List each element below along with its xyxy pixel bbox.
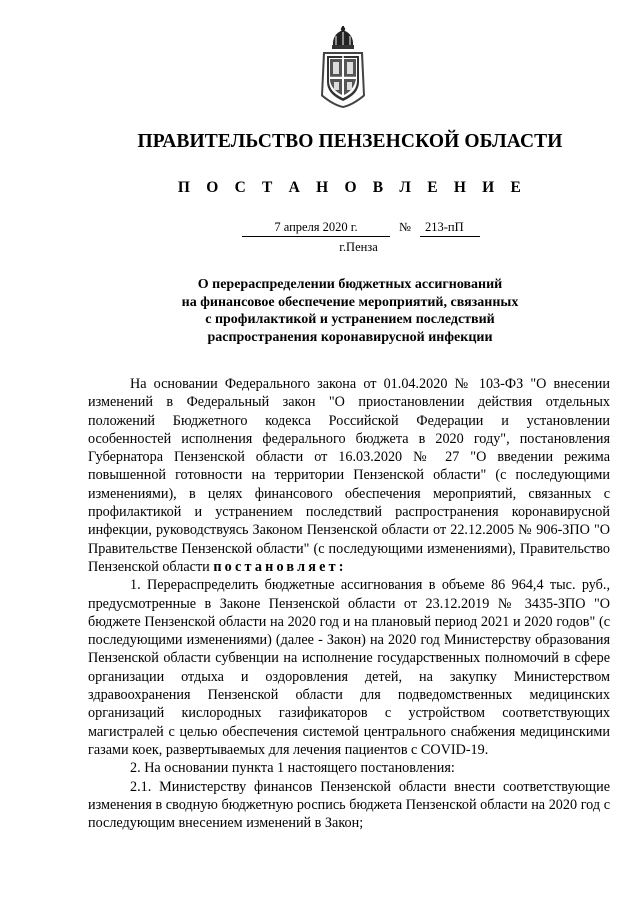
document-body — [88, 375, 610, 832]
intro-paragraph — [88, 375, 610, 576]
paragraph-2: 2. На основании пункта 1 настоящего постановления: — [130, 760, 455, 777]
document-number: 213-пП — [420, 220, 480, 237]
document-type: П О С Т А Н О В Л Е Н И Е — [177, 179, 528, 196]
city: г.Пенза — [339, 240, 378, 254]
intro-text: На основании Федерального закона от 01.04.2020 № 103-ФЗ "О внесении изменений в Федеральный закон "О приостановлении действия отдельных положений Бюджетного кодекса Российской Федерации и установлении особенностей исполнения федерального бюджета в 2020 году", постановления Губернатора Пензенской области от 16.03.2020 № 27 "О введении режима повышенной готовности на территории Пензенской области" (с последующими изменениями), в целях финансового обеспечения мероприятий, связанных с профилактикой и устранением последствий распространения коронавирусной инфекции, руководствуясь Законом Пензенской области от 22.12.2005 № 906-ЗПО "О Правительстве Пензенской области" (с последующими изменениями), Правительство Пензенской области — [88, 376, 610, 575]
paragraph-1: 1. Перераспределить бюджетные ассигнования в объеме 86 964,4 тыс. руб., предусмотренные в Законе Пензенской области от 23.12.2019 № 3435-ЗПО "О бюджете Пензенской области на 2020 год и на плановый период 2021 и 2020 годов" (с последующими изменениями) (далее - Закон) на 2020 год Министерству образования Пензенской области субвенции на исполнение государственных полномочий в сфере организации отдыха и оздоровления детей, на закупку Министерством здравоохранения Пензенской области для подведомственных медицинских организаций кислородных газификаторов с устройством соответствующих магистралей с целью обеспечения системой центрального снабжения медицинскими газами коек, развертываемых для лечения пациентов с COVID-19. — [88, 577, 610, 758]
heading-line: с профилактикой и устранением последствий — [205, 312, 495, 327]
heading-line: О перераспределении бюджетных ассигнований — [197, 277, 503, 292]
heading-line: распространения коронавирусной инфекции — [207, 329, 493, 345]
document-heading — [100, 276, 600, 346]
coat-of-arms-icon — [318, 26, 368, 108]
document-date: 7 апреля 2020 г. — [242, 220, 390, 237]
paragraph-2-1: 2.1. Министерству финансов Пензенской области внести соответствующие изменения в сводную бюджетную роспись бюджета Пензенской области на 2020 год с последующим внесением изменений в Закон; — [88, 778, 610, 832]
decree-word: постановляет: — [213, 558, 347, 575]
heading-line: на финансовое обеспечение мероприятий, связанных — [181, 294, 519, 310]
government-title: ПРАВИТЕЛЬСТВО ПЕНЗЕНСКОЙ ОБЛАСТИ — [137, 131, 563, 152]
number-sign: № — [399, 220, 411, 234]
